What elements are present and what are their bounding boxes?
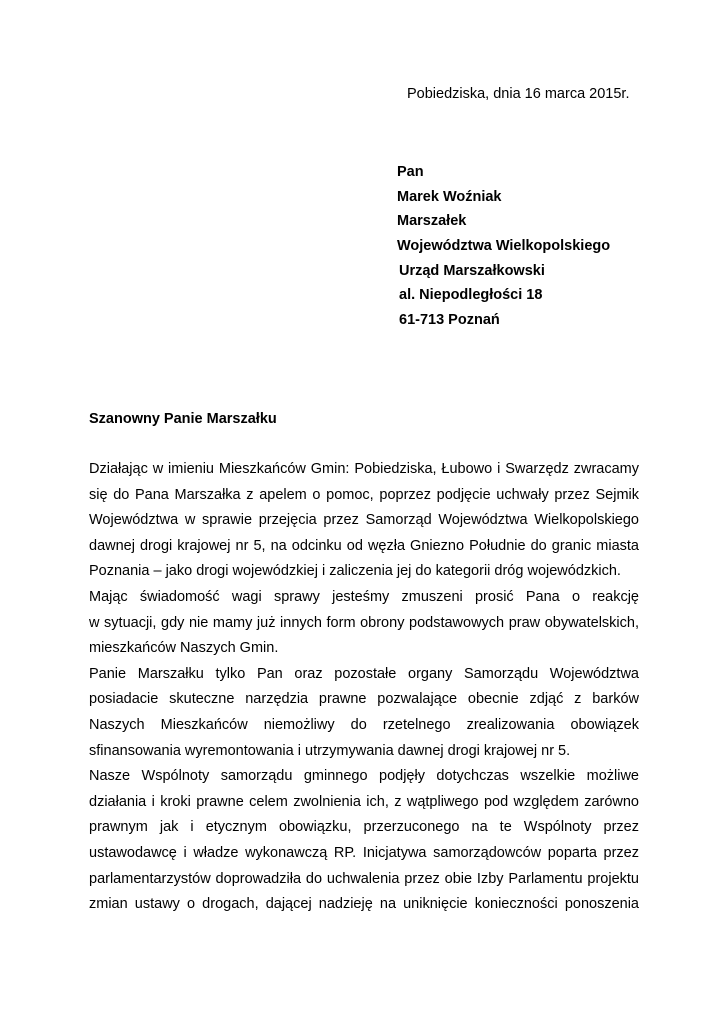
body-line: Poznania – jako drogi wojewódzkiej i zaliczenia jej do kategorii dróg wojewódzkich. bbox=[89, 563, 621, 580]
addressee-position: Marszałek bbox=[397, 213, 467, 230]
body-line: Województwa w sprawie przejęcia przez Samorząd Województwa Wielkopolskiego bbox=[89, 512, 639, 529]
addressee-block bbox=[397, 160, 610, 333]
body-line: Panie Marszałku tylko Pan oraz pozostałe organy Samorządu Województwa bbox=[89, 665, 639, 682]
addressee-name: Marek Woźniak bbox=[397, 188, 502, 205]
addressee-title: Pan bbox=[397, 164, 424, 180]
body-line: mieszkańców Naszych Gmin. bbox=[89, 640, 279, 657]
body-line: posiadacie skuteczne narzędzia prawne pozwalające obecnie zdjąć z barków bbox=[89, 691, 639, 708]
body-line: w sytuacji, gdy nie mamy już innych form obrony podstawowych praw obywatelskich, bbox=[89, 614, 639, 631]
body-line: Działając w imieniu Mieszkańców Gmin: Pobiedziska, Łubowo i Swarzędz zwracamy bbox=[89, 461, 639, 477]
body-line: Nasze Wspólnoty samorządu gminnego podjęły dotychczas wszelkie możliwe bbox=[89, 768, 639, 785]
body-line: zmian ustawy o drogach, dającej nadzieję na uniknięcie konieczności ponoszenia bbox=[89, 896, 639, 913]
body-line: dawnej drogi krajowej nr 5, na odcinku od węzła Gniezno Południe do granic miasta bbox=[89, 537, 639, 554]
letter-body bbox=[89, 457, 639, 918]
salutation: Szanowny Panie Marszałku bbox=[89, 411, 277, 427]
addressee-region: Województwa Wielkopolskiego bbox=[397, 238, 611, 255]
body-line: ustawodawcę i władze wykonawczą RP. Inicjatywa samorządowców poparta przez bbox=[89, 844, 639, 861]
body-line: prawnym jak i etycznym obowiązku, przerzuconego na te Wspólnoty przez bbox=[89, 819, 639, 836]
addressee-city: 61-713 Poznań bbox=[399, 312, 500, 329]
body-line: parlamentarzystów doprowadziła do uchwalenia przez obie Izby Parlamentu projektu bbox=[89, 870, 639, 887]
body-line: działania i kroki prawne celem zwolnienia ich, z wątpliwego pod względem zarówno bbox=[89, 793, 639, 810]
body-line: Mając świadomość wagi sprawy jesteśmy zmuszeni prosić Pana o reakcję bbox=[89, 588, 639, 605]
date-line: Pobiedziska, dnia 16 marca 2015r. bbox=[407, 86, 630, 102]
body-line: się do Pana Marszałka z apelem o pomoc, poprzez podjęcie uchwały przez Sejmik bbox=[89, 486, 639, 503]
body-line: sfinansowania wyremontowania i utrzymywania dawnej drogi krajowej nr 5. bbox=[89, 742, 571, 759]
body-line: Naszych Mieszkańców niemożliwy do rzetelnego zrealizowania obowiązek bbox=[89, 716, 639, 733]
addressee-street: al. Niepodległości 18 bbox=[399, 287, 543, 304]
addressee-office: Urząd Marszałkowski bbox=[399, 262, 545, 279]
